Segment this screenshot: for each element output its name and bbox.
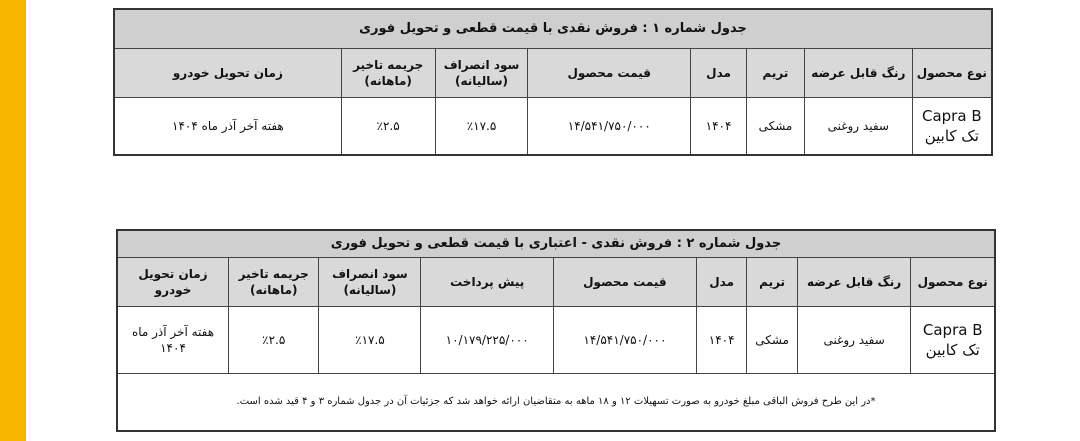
cell-prepayment: ۱۰/۱۷۹/۲۲۵/۰۰۰	[421, 307, 553, 374]
product-name: Capra B	[922, 321, 983, 339]
header-product: نوع محصول	[911, 258, 995, 307]
product-cabin: تک کابین	[924, 127, 979, 145]
header-product: نوع محصول	[912, 49, 992, 98]
cell-delivery: هفته آخر آذر ماه ۱۴۰۴	[117, 307, 229, 374]
cell-product	[912, 98, 992, 156]
header-trim: تریم	[747, 258, 797, 307]
price-table-2	[116, 229, 996, 432]
cell-delivery: هفته آخر آذر ماه ۱۴۰۴	[114, 98, 341, 156]
table-row	[114, 98, 992, 156]
table-row	[117, 307, 995, 374]
footnote: *در این طرح فروش الباقی مبلغ خودرو به صورت تسهیلات ۱۲ و ۱۸ ماهه به متقاضیان ارائه خواهد شد که جزئیات آن در جدول شماره ۳ و ۴ قید شده است.	[117, 374, 995, 432]
product-name: Capra B	[922, 107, 982, 125]
header-color: رنگ قابل عرضه	[804, 49, 912, 98]
header-prepayment: پیش پرداخت	[421, 258, 553, 307]
cell-delay-penalty: ٪۲.۵	[229, 307, 319, 374]
header-delivery: زمان تحویل خودرو	[114, 49, 341, 98]
header-delivery: زمان تحویل خودرو	[117, 258, 229, 307]
cell-trim: مشکی	[747, 98, 805, 156]
header-price: قیمت محصول	[528, 49, 691, 98]
header-delay-penalty: جریمه تاخیر (ماهانه)	[341, 49, 435, 98]
cell-price: ۱۴/۵۴۱/۷۵۰/۰۰۰	[553, 307, 696, 374]
header-cancel-profit: سود انصراف (سالیانه)	[435, 49, 528, 98]
cell-model: ۱۴۰۴	[691, 98, 747, 156]
cell-cancel-profit: ٪۱۷.۵	[435, 98, 528, 156]
cell-delay-penalty: ٪۲.۵	[341, 98, 435, 156]
table-1-title: جدول شماره ۱ : فروش نقدی با قیمت قطعی و تحویل فوری	[114, 9, 992, 49]
accent-bar	[0, 0, 26, 441]
cell-trim: مشکی	[747, 307, 797, 374]
header-model: مدل	[696, 258, 746, 307]
header-delay-penalty: جریمه تاخیر (ماهانه)	[229, 258, 319, 307]
cell-price: ۱۴/۵۴۱/۷۵۰/۰۰۰	[528, 98, 691, 156]
cell-product	[911, 307, 995, 374]
header-model: مدل	[691, 49, 747, 98]
header-cancel-profit: سود انصراف (سالیانه)	[319, 258, 421, 307]
header-trim: تریم	[747, 49, 805, 98]
cell-model: ۱۴۰۴	[696, 307, 746, 374]
header-color: رنگ قابل عرضه	[797, 258, 911, 307]
cell-color: سفید روغنی	[804, 98, 912, 156]
price-table-1	[113, 8, 993, 156]
header-price: قیمت محصول	[553, 258, 696, 307]
table-2-title: جدول شماره ۲ : فروش نقدی - اعتباری با قیمت قطعی و تحویل فوری	[117, 230, 995, 258]
product-cabin: تک کابین	[925, 341, 980, 359]
cell-color: سفید روغنی	[797, 307, 911, 374]
cell-cancel-profit: ٪۱۷.۵	[319, 307, 421, 374]
